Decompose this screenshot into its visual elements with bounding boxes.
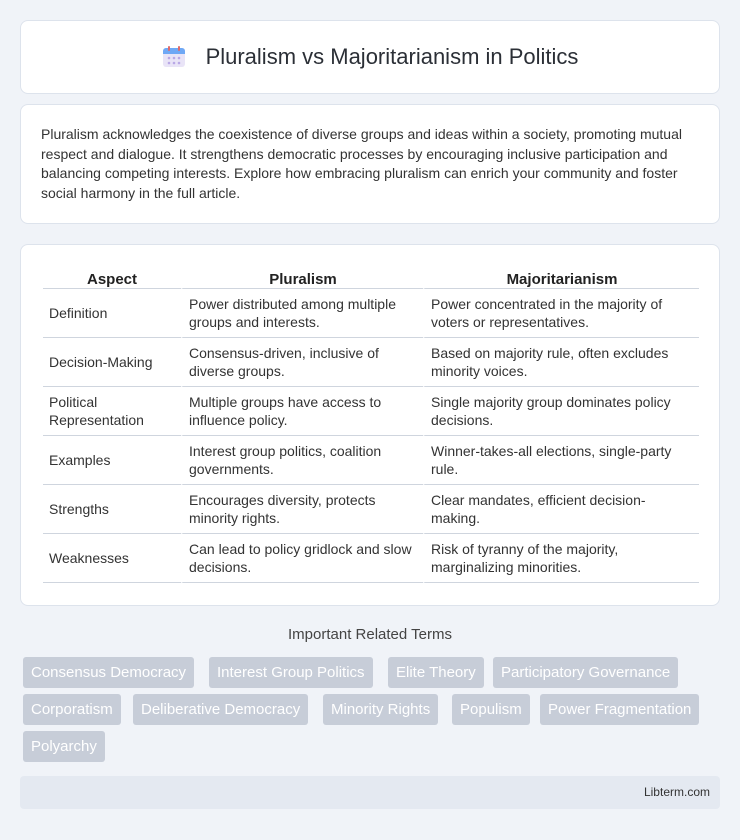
table-cell: Power distributed among multiple groups and interests. <box>181 289 423 338</box>
table-cell: Interest group politics, coalition governments. <box>181 436 423 485</box>
table-cell: Consensus-driven, inclusive of diverse groups. <box>181 338 423 387</box>
related-term-tag[interactable]: Participatory Governance <box>493 657 678 688</box>
comparison-table <box>43 267 699 583</box>
calendar-icon <box>162 45 186 69</box>
table-cell: Risk of tyranny of the majority, marginalizing minorities. <box>423 534 699 583</box>
related-term-tag[interactable]: Minority Rights <box>323 694 438 725</box>
table-cell: Clear mandates, efficient decision-making. <box>423 485 699 534</box>
table-cell: Decision-Making <box>43 338 181 387</box>
table-cell: Can lead to policy gridlock and slow decisions. <box>181 534 423 583</box>
footer <box>20 776 720 809</box>
table-row <box>43 485 699 534</box>
page-title: Pluralism vs Majoritarianism in Politics <box>205 44 579 69</box>
related-term-tag[interactable]: Interest Group Politics <box>209 657 373 688</box>
related-term-tag[interactable]: Consensus Democracy <box>23 657 194 688</box>
table-cell: Single majority group dominates policy decisions. <box>423 387 699 436</box>
intro-text: Pluralism acknowledges the coexistence of diverse groups and ideas within a society, promoting mutual respect and dialogue. It strengthens democratic processes by encouraging inclusive participation and balancing competing interests. Explore how embracing pluralism can enrich your community and foster social harmony in the full article. <box>41 126 682 201</box>
related-term-tag[interactable]: Power Fragmentation <box>540 694 699 725</box>
header-card <box>20 20 720 94</box>
table-row <box>43 289 699 338</box>
table-row <box>43 387 699 436</box>
related-terms-title: Important Related Terms <box>288 626 452 643</box>
related-term-tag[interactable]: Populism <box>452 694 530 725</box>
related-term-tag[interactable]: Polyarchy <box>23 731 105 762</box>
column-header: Majoritarianism <box>423 267 699 289</box>
related-term-tag[interactable]: Elite Theory <box>388 657 484 688</box>
table-header-row <box>43 267 699 289</box>
table-cell: Strengths <box>43 485 181 534</box>
column-header: Aspect <box>43 267 181 289</box>
table-row <box>43 436 699 485</box>
table-cell: Multiple groups have access to influence policy. <box>181 387 423 436</box>
comparison-card <box>20 244 720 606</box>
table-cell: Power concentrated in the majority of voters or representatives. <box>423 289 699 338</box>
related-term-tag[interactable]: Corporatism <box>23 694 121 725</box>
table-cell: Based on majority rule, often excludes minority voices. <box>423 338 699 387</box>
table-cell: Encourages diversity, protects minority rights. <box>181 485 423 534</box>
intro-card <box>20 104 720 224</box>
table-cell: Definition <box>43 289 181 338</box>
table-cell: Winner-takes-all elections, single-party rule. <box>423 436 699 485</box>
table-row <box>43 534 699 583</box>
table-cell: Weaknesses <box>43 534 181 583</box>
column-header: Pluralism <box>181 267 423 289</box>
footer-site-link[interactable]: Libterm.com <box>643 785 710 799</box>
table-cell: Examples <box>43 436 181 485</box>
table-cell: Political Representation <box>43 387 181 436</box>
related-term-tag[interactable]: Deliberative Democracy <box>133 694 308 725</box>
table-row <box>43 338 699 387</box>
